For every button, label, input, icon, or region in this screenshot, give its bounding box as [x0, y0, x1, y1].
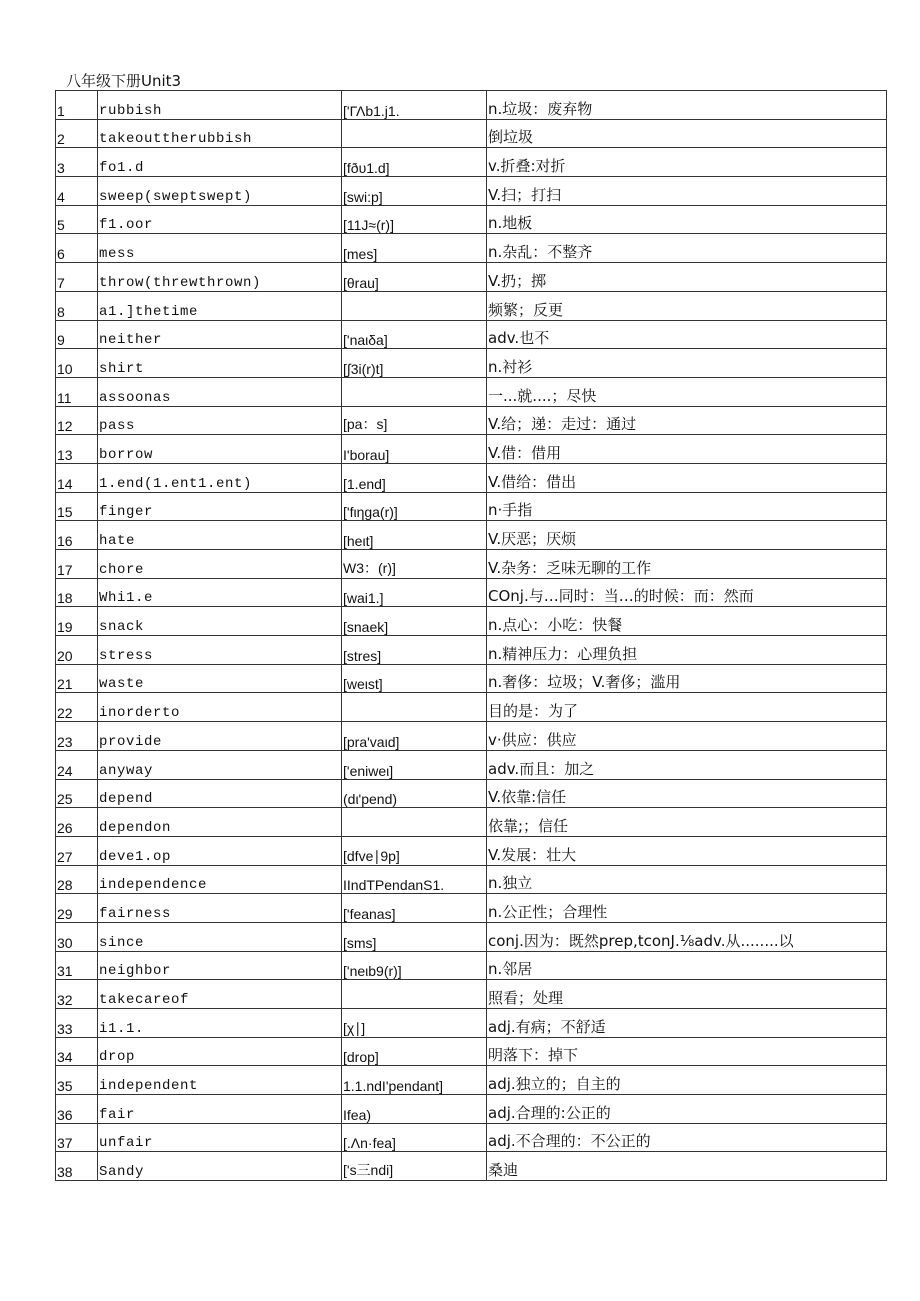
entry-meaning: n.独立: [487, 865, 887, 894]
entry-word: throw(threwthrown): [98, 263, 342, 292]
entry-word: snack: [98, 607, 342, 636]
entry-word: waste: [98, 664, 342, 693]
table-row: [56, 779, 887, 808]
entry-word: Whi1.e: [98, 578, 342, 607]
table-row: [56, 1009, 887, 1038]
entry-meaning: 倒垃圾: [487, 119, 887, 148]
entry-word: takecareof: [98, 980, 342, 1009]
entry-number: 24: [56, 750, 98, 779]
entry-word: rubbish: [98, 91, 342, 120]
entry-number: 8: [56, 291, 98, 320]
entry-word: deve1.op: [98, 836, 342, 865]
entry-number: 13: [56, 435, 98, 464]
entry-number: 16: [56, 521, 98, 550]
entry-number: 3: [56, 148, 98, 177]
table-row: [56, 693, 887, 722]
entry-number: 21: [56, 664, 98, 693]
table-row: [56, 349, 887, 378]
entry-phonetic: [342, 693, 487, 722]
entry-meaning: v.折叠:对折: [487, 148, 887, 177]
entry-number: 15: [56, 492, 98, 521]
entry-number: 35: [56, 1066, 98, 1095]
entry-phonetic: [342, 377, 487, 406]
entry-phonetic: Ifea): [342, 1095, 487, 1124]
entry-number: 26: [56, 808, 98, 837]
entry-number: 12: [56, 406, 98, 435]
table-row: [56, 836, 887, 865]
table-row: [56, 521, 887, 550]
entry-word: inorderto: [98, 693, 342, 722]
entry-meaning: n.衬衫: [487, 349, 887, 378]
entry-number: 9: [56, 320, 98, 349]
entry-phonetic: W3：(r)]: [342, 550, 487, 579]
entry-meaning: adv.而且：加之: [487, 750, 887, 779]
table-row: [56, 1066, 887, 1095]
entry-phonetic: [θrau]: [342, 263, 487, 292]
entry-word: f1.oor: [98, 205, 342, 234]
entry-word: a1.]thetime: [98, 291, 342, 320]
entry-number: 20: [56, 636, 98, 665]
entry-word: hate: [98, 521, 342, 550]
entry-word: fair: [98, 1095, 342, 1124]
entry-word: i1.1.: [98, 1009, 342, 1038]
entry-meaning: V.杂务：乏味无聊的工作: [487, 550, 887, 579]
entry-phonetic: [1.end]: [342, 463, 487, 492]
entry-meaning: V.依靠:信任: [487, 779, 887, 808]
entry-word: chore: [98, 550, 342, 579]
entry-word: drop: [98, 1037, 342, 1066]
entry-meaning: adj.独立的；自主的: [487, 1066, 887, 1095]
entry-word: pass: [98, 406, 342, 435]
entry-meaning: n.精神压力：心理负担: [487, 636, 887, 665]
entry-phonetic: [χ∣]: [342, 1009, 487, 1038]
entry-word: fairness: [98, 894, 342, 923]
table-row: [56, 664, 887, 693]
entry-phonetic: ['neιb9(r)]: [342, 951, 487, 980]
entry-meaning: n.公正性；合理性: [487, 894, 887, 923]
entry-meaning: V.借：借用: [487, 435, 887, 464]
entry-phonetic: [stres]: [342, 636, 487, 665]
table-row: [56, 463, 887, 492]
entry-word: anyway: [98, 750, 342, 779]
entry-phonetic: [snaek]: [342, 607, 487, 636]
entry-number: 30: [56, 922, 98, 951]
entry-number: 31: [56, 951, 98, 980]
entry-meaning: V.扫；打扫: [487, 177, 887, 206]
entry-phonetic: [pa：s]: [342, 406, 487, 435]
entry-meaning: V.厌恶；厌烦: [487, 521, 887, 550]
table-row: [56, 722, 887, 751]
entry-meaning: V.给；递：走过：通过: [487, 406, 887, 435]
entry-phonetic: [∫3i(r)t]: [342, 349, 487, 378]
table-row: [56, 91, 887, 120]
entry-meaning: n·手指: [487, 492, 887, 521]
entry-number: 14: [56, 463, 98, 492]
table-row: [56, 119, 887, 148]
entry-meaning: COnj.与…同时：当…的时候：而：然而: [487, 578, 887, 607]
table-row: [56, 377, 887, 406]
table-row: [56, 894, 887, 923]
entry-meaning: 目的是：为了: [487, 693, 887, 722]
entry-number: 2: [56, 119, 98, 148]
entry-phonetic: [sms]: [342, 922, 487, 951]
entry-phonetic: [342, 119, 487, 148]
vocabulary-table-body: [56, 91, 887, 1181]
entry-word: Sandy: [98, 1152, 342, 1181]
entry-number: 7: [56, 263, 98, 292]
entry-meaning: n.点心：小吃：快餐: [487, 607, 887, 636]
entry-phonetic: [mes]: [342, 234, 487, 263]
entry-number: 23: [56, 722, 98, 751]
table-row: [56, 205, 887, 234]
entry-phonetic: ['eniweι]: [342, 750, 487, 779]
entry-word: provide: [98, 722, 342, 751]
table-row: [56, 263, 887, 292]
entry-phonetic: ['naιδa]: [342, 320, 487, 349]
entry-number: 36: [56, 1095, 98, 1124]
entry-number: 11: [56, 377, 98, 406]
table-row: [56, 951, 887, 980]
table-row: [56, 808, 887, 837]
entry-number: 18: [56, 578, 98, 607]
entry-number: 1: [56, 91, 98, 120]
entry-phonetic: ['s三ndi]: [342, 1152, 487, 1181]
page-title: 八年级下册Unit3: [66, 72, 182, 90]
entry-number: 19: [56, 607, 98, 636]
entry-phonetic: ['fιηga(r)]: [342, 492, 487, 521]
entry-number: 27: [56, 836, 98, 865]
entry-phonetic: I'borau]: [342, 435, 487, 464]
entry-meaning: adv.也不: [487, 320, 887, 349]
entry-word: assoonas: [98, 377, 342, 406]
entry-word: borrow: [98, 435, 342, 464]
entry-phonetic: [342, 980, 487, 1009]
table-row: [56, 291, 887, 320]
entry-meaning: 频繁；反更: [487, 291, 887, 320]
entry-number: 22: [56, 693, 98, 722]
table-row: [56, 1037, 887, 1066]
entry-phonetic: [dfve∣9p]: [342, 836, 487, 865]
entry-phonetic: IIndTPendanS1.: [342, 865, 487, 894]
entry-meaning: n.垃圾：废弃物: [487, 91, 887, 120]
entry-meaning: adj.不合理的：不公正的: [487, 1123, 887, 1152]
entry-phonetic: [342, 808, 487, 837]
entry-phonetic: ['feanas]: [342, 894, 487, 923]
entry-phonetic: [heιt]: [342, 521, 487, 550]
entry-word: since: [98, 922, 342, 951]
entry-phonetic: ['ΓΛb1.j1.: [342, 91, 487, 120]
table-row: [56, 980, 887, 1009]
entry-number: 25: [56, 779, 98, 808]
entry-word: depend: [98, 779, 342, 808]
entry-phonetic: [weιst]: [342, 664, 487, 693]
entry-word: finger: [98, 492, 342, 521]
entry-word: takeouttherubbish: [98, 119, 342, 148]
table-row: [56, 406, 887, 435]
entry-word: unfair: [98, 1123, 342, 1152]
entry-meaning: adj.有病；不舒适: [487, 1009, 887, 1038]
entry-word: stress: [98, 636, 342, 665]
table-row: [56, 550, 887, 579]
entry-number: 17: [56, 550, 98, 579]
entry-number: 32: [56, 980, 98, 1009]
table-row: [56, 922, 887, 951]
entry-number: 33: [56, 1009, 98, 1038]
entry-word: independence: [98, 865, 342, 894]
entry-number: 4: [56, 177, 98, 206]
table-row: [56, 320, 887, 349]
vocabulary-table: [55, 90, 887, 1181]
entry-meaning: 照看；处理: [487, 980, 887, 1009]
table-row: [56, 1123, 887, 1152]
entry-phonetic: [.Λn·fea]: [342, 1123, 487, 1152]
table-row: [56, 234, 887, 263]
entry-meaning: conj.因为：既然prep,tconJ.⅛adv.从........以: [487, 922, 887, 951]
entry-meaning: v·供应：供应: [487, 722, 887, 751]
entry-phonetic: [wai1.]: [342, 578, 487, 607]
entry-number: 10: [56, 349, 98, 378]
table-row: [56, 578, 887, 607]
entry-word: independent: [98, 1066, 342, 1095]
entry-word: neighbor: [98, 951, 342, 980]
table-row: [56, 750, 887, 779]
entry-phonetic: [pra'vaιd]: [342, 722, 487, 751]
entry-word: sweep(sweptswept): [98, 177, 342, 206]
entry-meaning: 一...就....；尽快: [487, 377, 887, 406]
entry-phonetic: (dι'pend): [342, 779, 487, 808]
table-row: [56, 177, 887, 206]
table-row: [56, 435, 887, 464]
table-row: [56, 865, 887, 894]
entry-phonetic: [11J≈(r)]: [342, 205, 487, 234]
entry-meaning: n.杂乱：不整齐: [487, 234, 887, 263]
entry-word: mess: [98, 234, 342, 263]
entry-number: 29: [56, 894, 98, 923]
entry-word: neither: [98, 320, 342, 349]
table-row: [56, 1152, 887, 1181]
table-row: [56, 1095, 887, 1124]
table-row: [56, 636, 887, 665]
entry-meaning: V.发展：壮大: [487, 836, 887, 865]
entry-meaning: n.地板: [487, 205, 887, 234]
entry-word: 1.end(1.ent1.ent): [98, 463, 342, 492]
entry-word: shirt: [98, 349, 342, 378]
entry-phonetic: [342, 291, 487, 320]
entry-number: 38: [56, 1152, 98, 1181]
entry-number: 5: [56, 205, 98, 234]
entry-meaning: n.奢侈：垃圾；V.奢侈；滥用: [487, 664, 887, 693]
entry-meaning: adj.合理的:公正的: [487, 1095, 887, 1124]
entry-word: fo1.d: [98, 148, 342, 177]
entry-meaning: n.邻居: [487, 951, 887, 980]
entry-word: dependon: [98, 808, 342, 837]
table-row: [56, 492, 887, 521]
entry-number: 37: [56, 1123, 98, 1152]
entry-meaning: V.借给：借出: [487, 463, 887, 492]
entry-phonetic: 1.1.ndI'pendant]: [342, 1066, 487, 1095]
entry-number: 6: [56, 234, 98, 263]
table-row: [56, 148, 887, 177]
entry-phonetic: [fðυ1.d]: [342, 148, 487, 177]
entry-phonetic: [drop]: [342, 1037, 487, 1066]
entry-number: 28: [56, 865, 98, 894]
entry-meaning: 明落下：掉下: [487, 1037, 887, 1066]
entry-meaning: 依靠;；信任: [487, 808, 887, 837]
entry-meaning: V.扔；掷: [487, 263, 887, 292]
entry-meaning: 桑迪: [487, 1152, 887, 1181]
table-row: [56, 607, 887, 636]
entry-phonetic: [swi:p]: [342, 177, 487, 206]
entry-number: 34: [56, 1037, 98, 1066]
